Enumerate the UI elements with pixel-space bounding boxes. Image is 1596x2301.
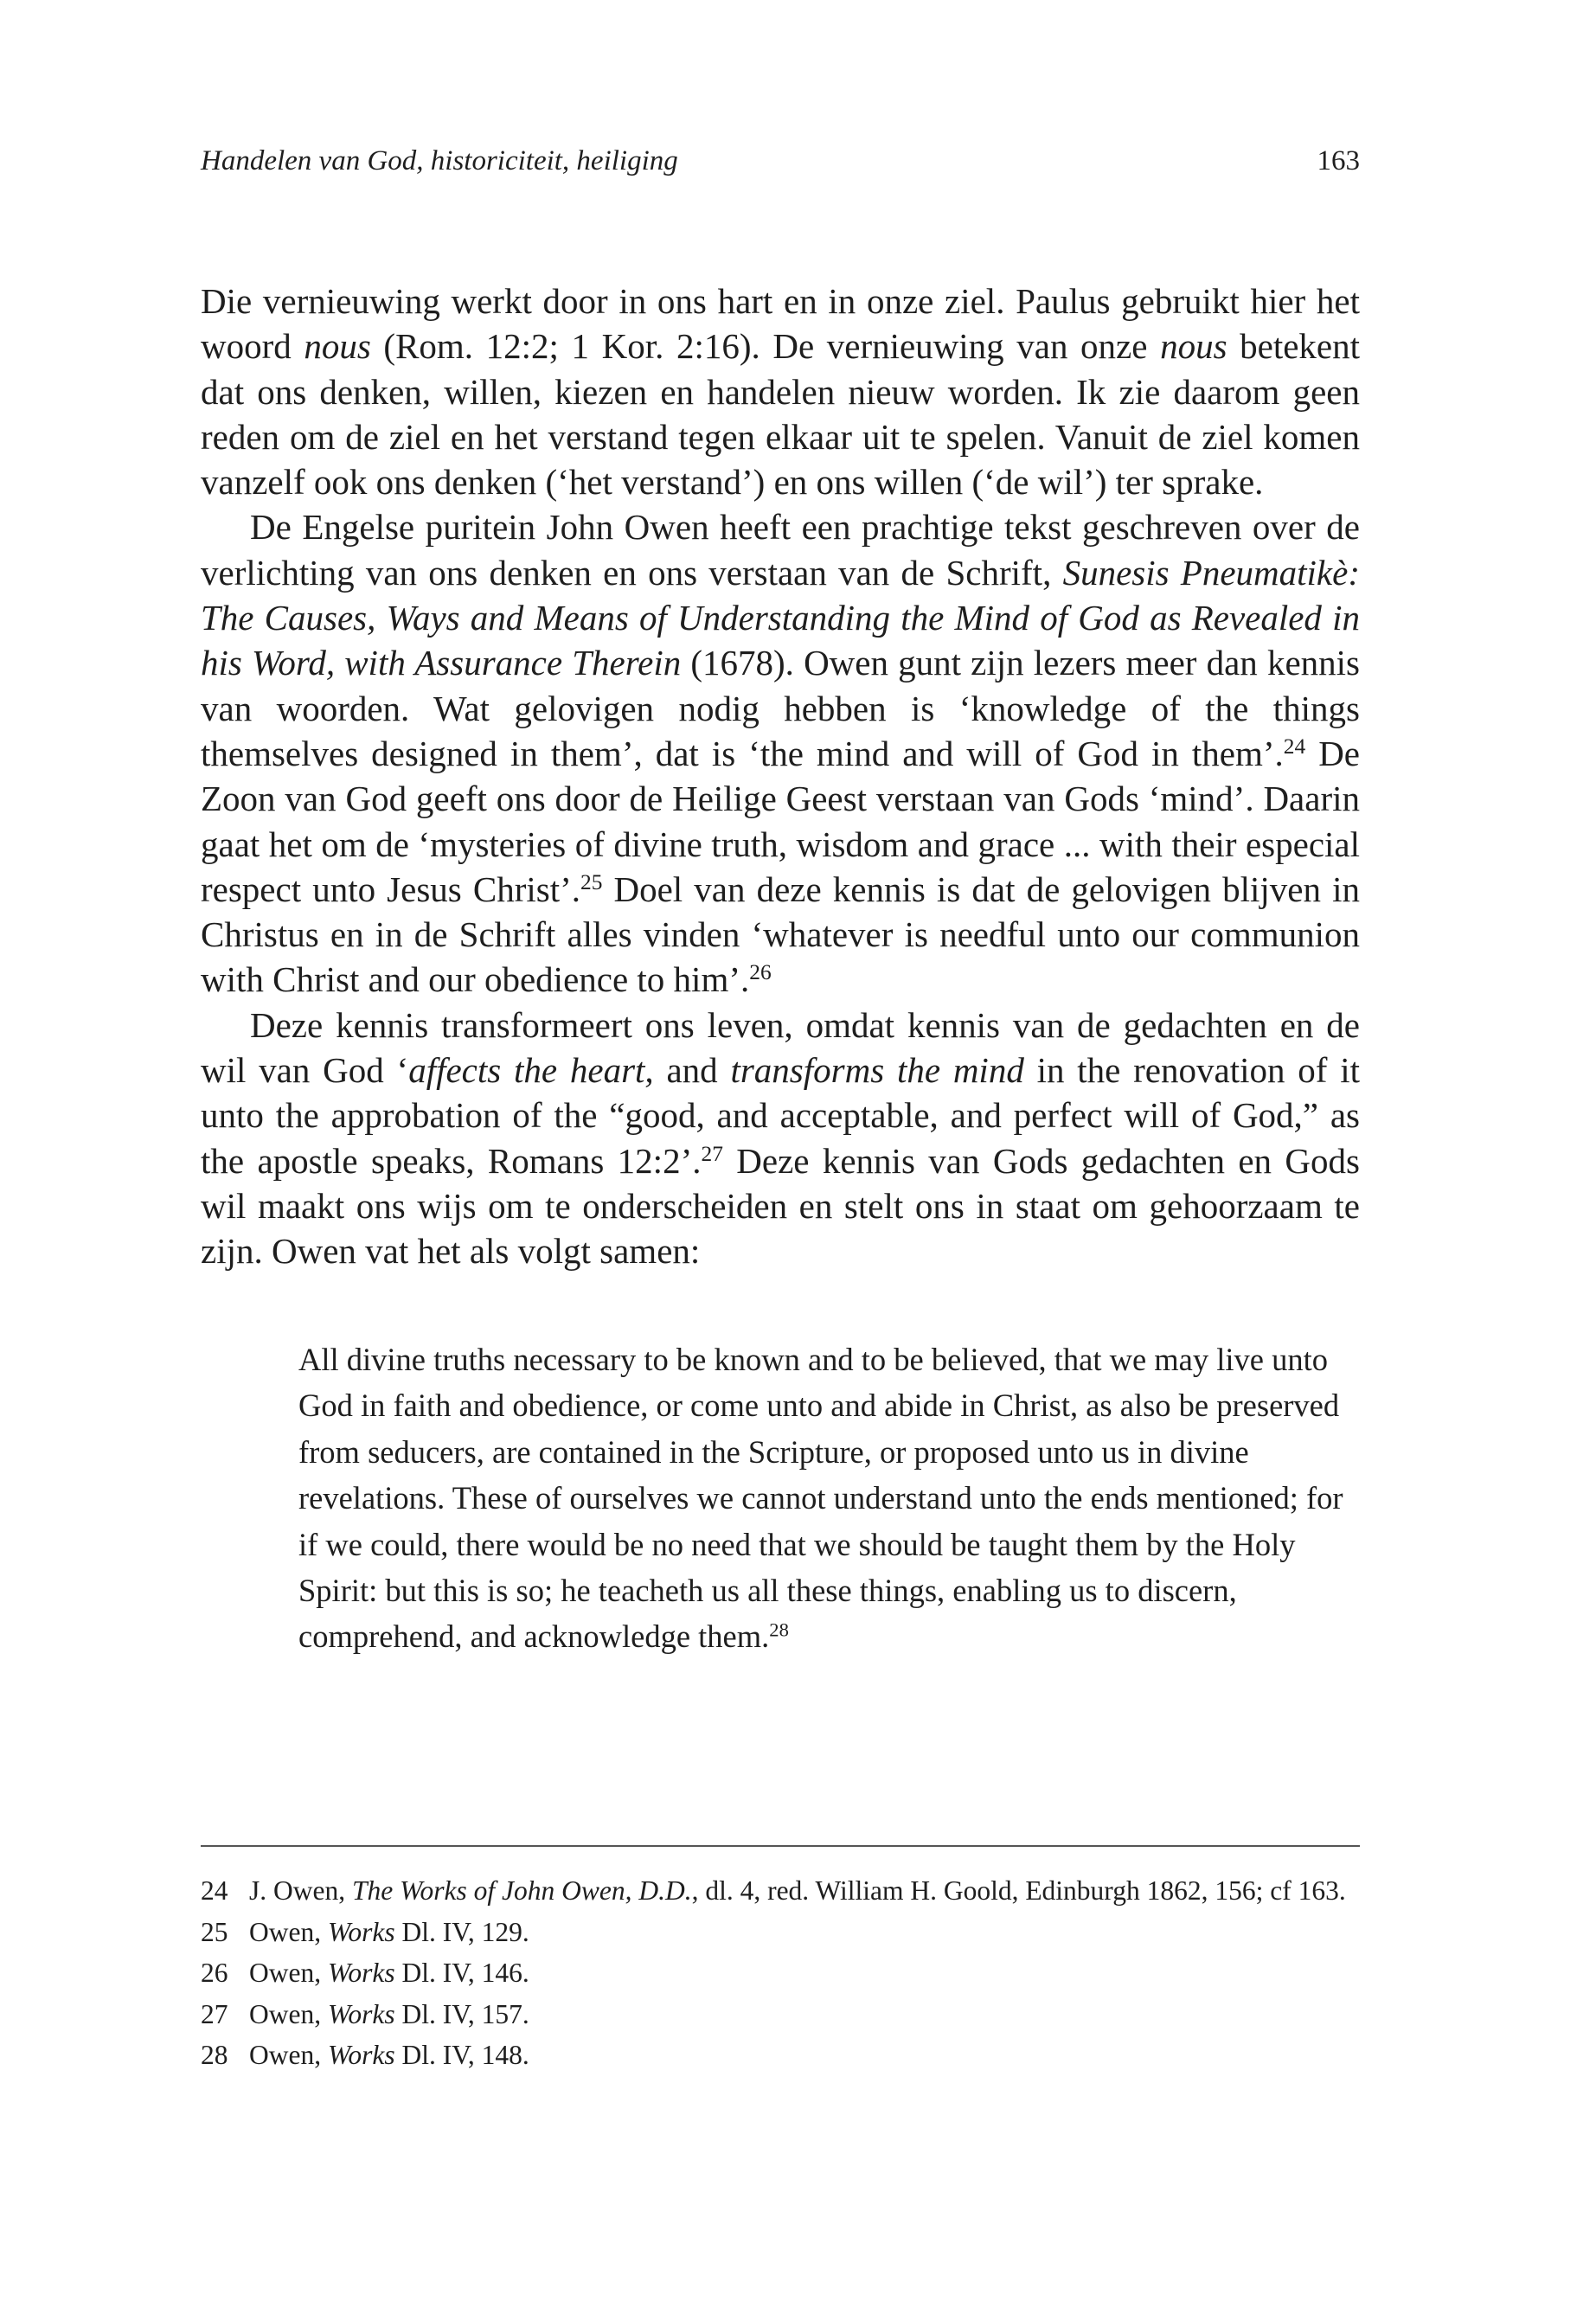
footnote-26 <box>201 1952 1360 1994</box>
footnote-number: 25 <box>201 1916 228 1947</box>
paragraph-text: (Rom. 12:2; 1 Kor. 2:16). De vernieuwing van onze <box>370 326 1161 367</box>
footnote-text <box>249 1952 1360 1994</box>
footnote-number: 28 <box>201 2040 228 2070</box>
quote-text: All divine truths necessary to be known and to be believed, that we may live unto God in faith and obedience, or come unto and abide in Christ, as also be preserved from seducers, are contained in the Scripture, or proposed unto us in divine revelations. These of ourselves we cannot understand unto the ends mentioned; for if we could, there would be no need that we should be taught them by the Holy Spirit: but this is so; he teacheth us all these things, enabling us to discern, comprehend, and acknowledge them. <box>298 1342 1343 1655</box>
book-title: Sunesis Pneumatikè: The Causes, Ways and Means of Understanding the Mind of God as Revealed in his Word, with Assurance Therein <box>201 552 1360 683</box>
footnote-ref-24[interactable]: 24 <box>1283 734 1306 759</box>
paragraph-text: Doel van deze kennis is dat de gelovigen blijven in Christus en in de Schrift alles vinden ‘whatever is needful unto our communion with Christ and our obedience to him’. <box>201 868 1360 1000</box>
footnote-divider <box>201 1845 1360 1847</box>
footnote-text <box>249 1912 1360 1953</box>
footnote-number: 27 <box>201 1998 228 2029</box>
footnote-text-part: Owen, <box>249 1958 328 1988</box>
footnote-28 <box>201 2035 1360 2076</box>
paragraph-2 <box>201 504 1360 1002</box>
paragraph-text: (1678). Owen gunt zijn lezers meer dan kennis van woorden. Wat gelovigen nodig hebben is ‘knowledge of the things themselves designed in them’, dat is ‘the mind and will of God in them’. <box>201 643 1360 773</box>
footnote-text <box>249 2035 1360 2076</box>
footnote-text-part: Owen, <box>249 1916 328 1947</box>
paragraph-text: Deze kennis van Gods gedachten en Gods wil maakt ons wijs om te onderscheiden en stelt ons in staat om gehoorzaam te zijn. Owen vat het als volgt samen: <box>201 1140 1360 1272</box>
footnote-title: Works <box>327 1916 395 1947</box>
block-quote <box>298 1336 1360 1660</box>
paragraph-text: De Zoon van God geeft ons door de Heilige Geest verstaan van Gods ‘mind’. Daarin gaat het om de ‘mysteries of divine truth, wisdom and grace ... with their especial respect unto Jesus Christ’. <box>201 733 1361 909</box>
footnote-24 <box>201 1870 1360 1912</box>
footnote-text-part: J. Owen, <box>249 1875 352 1906</box>
running-head-title: Handelen van God, historiciteit, heiliging <box>201 145 678 176</box>
running-head <box>201 138 1360 183</box>
paragraph-text: and <box>653 1050 731 1091</box>
paragraph-text: betekent dat ons denken, willen, kiezen en handelen nieuw worden. Ik zie daarom geen reden om de ziel en het verstand tegen elkaar uit te spelen. Vanuit de ziel komen vanzelf ook ons denken (‘het verstand’) en ons willen (‘de wil’) ter sprake. <box>201 326 1360 503</box>
footnote-text-part: Dl. IV, 148. <box>394 2040 529 2070</box>
paragraph-text: Die vernieuwing werkt door in ons hart en in onze ziel. Paulus gebruikt hier het woord <box>201 281 1360 367</box>
footnote-text-part: Owen, <box>249 2040 328 2070</box>
footnote-title: The Works of John Owen, D.D. <box>352 1875 692 1906</box>
body-text <box>201 279 1360 1274</box>
page-number: 163 <box>1317 145 1360 176</box>
emphasis: nous <box>304 326 371 367</box>
footnote-number: 26 <box>201 1958 228 1988</box>
footnote-text-part: Dl. IV, 129. <box>394 1916 529 1947</box>
footnote-number: 24 <box>201 1875 228 1906</box>
footnote-ref-25[interactable]: 25 <box>580 869 603 894</box>
emphasis: affects the heart, <box>408 1050 654 1091</box>
footnote-text-part: Owen, <box>249 1998 328 2029</box>
paragraph-3 <box>201 1003 1360 1274</box>
emphasis: nous <box>1160 326 1227 367</box>
emphasis: transforms the mind <box>730 1050 1024 1091</box>
paragraph-1 <box>201 279 1360 504</box>
paragraph-text: De Engelse puritein John Owen heeft een prachtige tekst geschreven over de verlichting van ons denken en ons verstaan van de Schrift, <box>201 507 1360 593</box>
footnote-text-part: Dl. IV, 146. <box>394 1958 529 1988</box>
footnote-27 <box>201 1994 1360 2035</box>
footnote-text-part: Dl. IV, 157. <box>394 1998 529 2029</box>
footnote-title: Works <box>327 1998 395 2029</box>
footnote-ref-27[interactable]: 27 <box>701 1141 723 1166</box>
paragraph-text: in the renovation of it unto the approbation of the “good, and acceptable, and perfect will of God,” as the apostle speaks, Romans 12:2’. <box>201 1050 1360 1181</box>
footnote-text-part: , dl. 4, red. William H. Goold, Edinburgh 1862, 156; cf 163. <box>691 1875 1346 1906</box>
footnote-25 <box>201 1912 1360 1953</box>
footnote-ref-28[interactable]: 28 <box>769 1619 789 1641</box>
footnote-title: Works <box>327 1958 395 1988</box>
footnotes <box>201 1870 1360 2076</box>
footnote-title: Works <box>327 2040 395 2070</box>
footnote-text <box>249 1994 1360 2035</box>
footnote-ref-26[interactable]: 26 <box>749 960 772 985</box>
paragraph-text: Deze kennis transformeert ons leven, omdat kennis van de gedachten en de wil van God ‘ <box>201 1004 1360 1091</box>
footnote-text <box>249 1870 1360 1912</box>
